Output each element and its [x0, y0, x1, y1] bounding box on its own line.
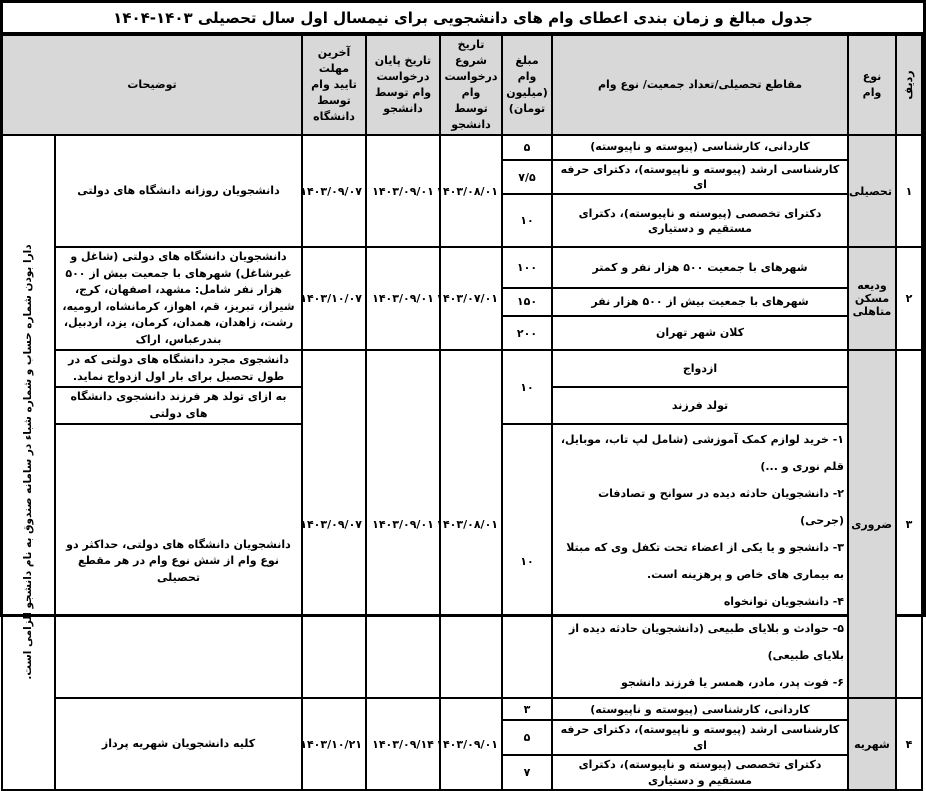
end-date-cell: ۱۴۰۳/۰۹/۱۴: [366, 698, 440, 790]
col-header-category: مقاطع تحصیلی/تعداد جمعیت/ نوع وام: [552, 35, 848, 135]
loan-category-cell: دکترای تخصصی (پیوسته و ناپیوسته)، دکترای مستقیم و دستیاری: [552, 194, 848, 247]
loan-category-cell: کلان شهر تهران: [552, 316, 848, 351]
end-date-cell: ۱۴۰۳/۰۹/۰۱: [366, 135, 440, 248]
loan-type-cell: شهریه: [848, 698, 896, 790]
loan-amount-cell: ۷/۵: [502, 160, 552, 195]
loan-amount-cell: ۳: [502, 698, 552, 720]
loan-category-cell: ازدواج: [552, 350, 848, 387]
row-number-cell: ۴: [896, 698, 922, 790]
loan-amount-cell: ۲۰۰: [502, 316, 552, 351]
loan-amount-cell: ۱۰: [502, 424, 552, 698]
side-note-cell: [2, 135, 55, 790]
col-header-amount: مبلغ وام (میلیون تومان): [502, 35, 552, 135]
loan-amount-cell: ۷: [502, 755, 552, 790]
loan-category-cell: [552, 424, 848, 698]
approval-deadline-cell: ۱۴۰۳/۰۹/۰۷: [302, 135, 366, 248]
col-header-row-no: [896, 35, 922, 135]
col-header-row-no-label: ردیف: [902, 70, 916, 100]
start-date-cell: ۱۴۰۳/۰۸/۰۱: [440, 350, 502, 698]
loan-category-cell: کارشناسی ارشد (پیوسته و ناپیوسته)، دکترای حرفه ای: [552, 720, 848, 755]
notes-cell: دانشجویان دانشگاه های دولتی (شاغل و غیرشاغل) شهرهای با جمعیت بیش از ۵۰۰ هزار نفر شامل: مشهد، اصفهان، کرج، شیراز، تبریز، قم، اهواز، کرمانشاه، ارومیه، رشت، زاهدان، همدان، کرمان، یزد، اردبیل، بندرعباس، اراک: [55, 247, 302, 350]
col-header-end-date: تاریخ پایان درخواست وام توسط دانشجو: [366, 35, 440, 135]
loan-amount-cell: ۱۵۰: [502, 288, 552, 316]
loan-type-cell: ضروری: [848, 350, 896, 698]
notes-cell: دانشجویان روزانه دانشگاه های دولتی: [55, 135, 302, 248]
loan-category-cell: شهرهای با جمعیت بیش از ۵۰۰ هزار نفر: [552, 288, 848, 316]
start-date-cell: ۱۴۰۳/۰۹/۰۱: [440, 698, 502, 790]
loan-category-cell: کارشناسی ارشد (پیوسته و ناپیوسته)، دکترای حرفه ای: [552, 160, 848, 195]
row-number-cell: ۱: [896, 135, 922, 248]
row-number-cell: ۲: [896, 247, 922, 350]
notes-cell: کلیه دانشجویان شهریه پرداز: [55, 698, 302, 790]
row-number-cell: ۳: [896, 350, 922, 698]
start-date-cell: ۱۴۰۳/۰۷/۰۱: [440, 247, 502, 350]
col-header-loan-type: نوع وام: [848, 35, 896, 135]
approval-deadline-cell: ۱۴۰۳/۱۰/۰۷: [302, 247, 366, 350]
side-note-vertical-text: دارا بودن شماره حساب و شماره شباء در سامانه صندوق به نام دانشجو الزامی است.: [22, 244, 35, 680]
end-date-cell: ۱۴۰۳/۰۹/۰۱: [366, 350, 440, 698]
loan-category-cell: تولد فرزند: [552, 387, 848, 424]
notes-cell: دانشجویان دانشگاه های دولتی، حداکثر دو نوع وام از شش نوع وام در هر مقطع تحصیلی: [55, 424, 302, 698]
col-header-notes: توضیحات: [2, 35, 302, 135]
loan-schedule-table: [1, 34, 923, 791]
emergency-item: ۴- دانشجویان توانخواه: [723, 595, 844, 609]
loan-amount-cell: ۱۰: [502, 350, 552, 424]
loan-amount-cell: ۵: [502, 720, 552, 755]
notes-cell: دانشجوی مجرد دانشگاه های دولتی که در طول تحصیل برای بار اول ازدواج نماید.: [55, 350, 302, 387]
loan-category-cell: کاردانی، کارشناسی (پیوسته و ناپیوسته): [552, 135, 848, 160]
col-header-approval-deadline: آخرین مهلت تایید وام توسط دانشگاه: [302, 35, 366, 135]
notes-cell: به ازای تولد هر فرزند دانشجوی دانشگاه های دولتی: [55, 387, 302, 424]
loan-amount-cell: ۱۰: [502, 194, 552, 247]
col-header-start-date: تاریخ شروع درخواست وام توسط دانشجو: [440, 35, 502, 135]
page-title: جدول مبالغ و زمان بندی اعطای وام های دانشجویی برای نیمسال اول سال تحصیلی ۱۴۰۳-۱۴۰۴: [3, 3, 923, 34]
loan-type-cell: ودیعه مسکن متاهلی: [848, 247, 896, 350]
emergency-item: ۳- دانشجو و یا یکی از اعضاء تحت تکفل وی که مبتلا به بیماری های خاص و پرهزینه است.: [566, 541, 844, 582]
emergency-item: ۲- دانشجویان حادثه دیده در سوانح و تصادفات (جرحی): [598, 487, 844, 528]
approval-deadline-cell: ۱۴۰۳/۰۹/۰۷: [302, 350, 366, 698]
start-date-cell: ۱۴۰۳/۰۸/۰۱: [440, 135, 502, 248]
loan-amount-cell: ۵: [502, 135, 552, 160]
loan-category-cell: دکترای تخصصی (پیوسته و ناپیوسته)، دکترای مستقیم و دستیاری: [552, 755, 848, 790]
emergency-item: ۶- فوت پدر، مادر، همسر یا فرزند دانشجو: [620, 676, 844, 690]
emergency-item: ۵- حوادث و بلایای طبیعی (دانشجویان حادثه دیده از بلایای طبیعی): [568, 622, 844, 663]
loan-amount-cell: ۱۰۰: [502, 247, 552, 287]
approval-deadline-cell: ۱۴۰۳/۱۰/۲۱: [302, 698, 366, 790]
loan-type-cell: تحصیلی: [848, 135, 896, 248]
end-date-cell: ۱۴۰۳/۰۹/۰۱: [366, 247, 440, 350]
loan-category-cell: شهرهای با جمعیت ۵۰۰ هزار نفر و کمتر: [552, 247, 848, 287]
loan-category-cell: کاردانی، کارشناسی (پیوسته و ناپیوسته): [552, 698, 848, 720]
emergency-item: ۱- خرید لوازم کمک آموزشی (شامل لپ تاب، موبایل، قلم نوری و ...): [560, 433, 844, 474]
